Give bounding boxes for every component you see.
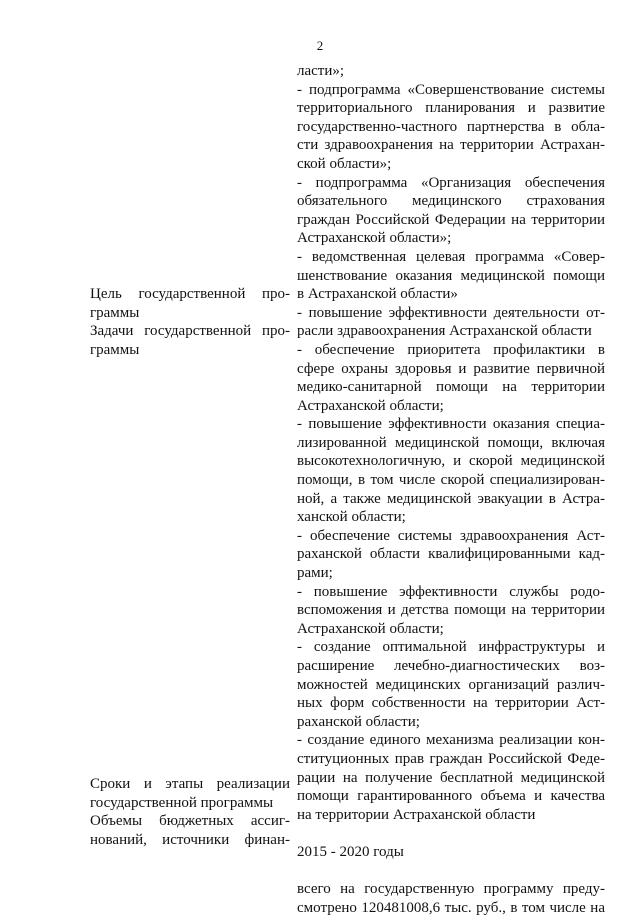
text-line: шенствование оказания медицинской помощи <box>297 267 605 284</box>
text-line: - ведомственная целевая программа «Совер- <box>297 248 605 265</box>
label-budget-volumes <box>90 812 290 849</box>
label-program-goal <box>90 285 290 322</box>
label-program-tasks <box>90 322 290 359</box>
text-line: помощи, в том числе скорой специализирован- <box>297 472 605 489</box>
text-line: ной, а также медицинской эвакуации в Астра- <box>297 490 605 507</box>
text-line: - обеспечение системы здравоохранения Аст- <box>297 527 605 544</box>
text-line: лизированной медицинской помощи, включая <box>297 434 605 451</box>
label-line: граммы <box>90 341 140 358</box>
text-line: - подпрограмма «Совершенствование системы <box>297 81 605 98</box>
text-line: расширение лечебно-диагностических воз- <box>297 658 605 674</box>
text-line: Астраханской области; <box>297 620 444 637</box>
text-line: смотрено 120481008,6 тыс. руб., в том числе на <box>297 899 605 916</box>
text-line: территориального планирования и развитие <box>297 100 605 117</box>
text-line: обязательного медицинского страхования <box>297 193 605 210</box>
label-line: Задачи государственной про- <box>90 323 290 339</box>
right-column-text <box>297 62 605 917</box>
text-line: высокотехнологичную, и скорой медицинской <box>297 453 605 470</box>
text-line: государственно-частного партнерства в обла- <box>297 118 605 135</box>
label-line: государственной программы <box>90 794 274 811</box>
text-line: Астраханской области; <box>297 397 444 414</box>
text-line: Астраханской области»; <box>297 230 452 247</box>
label-line: Объемы бюджетных ассиг- <box>90 813 290 829</box>
label-line: Цель государственной про- <box>90 286 290 302</box>
text-line: сфере охраны здоровья и развитие первичной <box>297 360 605 377</box>
text-line: - подпрограмма «Организация обеспечения <box>297 174 605 191</box>
text-line: раханской области; <box>297 713 420 730</box>
page-number: 2 <box>316 38 324 53</box>
text-line: всего на государственную программу преду- <box>297 881 605 898</box>
text-line: на территории Астраханской области <box>297 806 536 823</box>
text-line: - создание единого механизма реализации кон- <box>297 732 605 749</box>
text-line: - повышение эффективности оказания специа- <box>297 416 605 433</box>
text-line: рации на получение бесплатной медицинской <box>297 769 605 786</box>
label-line: нований, источники финан- <box>90 831 290 848</box>
spacer-line <box>297 824 605 843</box>
text-line: ханской области; <box>297 509 406 526</box>
text-line: медико-санитарной помощи на территории <box>297 379 605 396</box>
text-line: ституционных прав граждан Российской Феде- <box>297 750 605 767</box>
text-line: рами; <box>297 565 333 582</box>
text-line: сти здравоохранения на территории Астрахан- <box>297 137 605 154</box>
text-line: ласти»; <box>297 63 345 79</box>
text-line: ных форм собственности на территории Аст- <box>297 695 605 712</box>
text-line: граждан Российской Федерации на территории <box>297 211 605 228</box>
text-line: помощи гарантированного объема и качества <box>297 788 605 805</box>
text-line: - повышение эффективности службы родо- <box>297 583 605 600</box>
text-line: - повышение эффективности деятельности от- <box>297 304 605 321</box>
text-line: можностей медицинских организаций различ- <box>297 676 605 693</box>
spacer-line <box>297 862 605 881</box>
text-line: раханской области квалифицированными кад- <box>297 546 605 563</box>
text-line: вспоможения и детства помощи на территории <box>297 602 605 619</box>
text-line: ской области»; <box>297 155 392 172</box>
text-line: 2015 - 2020 годы <box>297 843 404 860</box>
text-line: - обеспечение приоритета профилактики в <box>297 341 605 358</box>
label-line: Сроки и этапы реализации <box>90 776 290 792</box>
label-line: граммы <box>90 304 140 321</box>
text-line: расли здравоохранения Астраханской области <box>297 323 592 340</box>
text-line: - создание оптимальной инфраструктуры и <box>297 639 605 656</box>
text-line: в Астраханской области» <box>297 286 458 303</box>
label-terms-stages <box>90 775 290 812</box>
